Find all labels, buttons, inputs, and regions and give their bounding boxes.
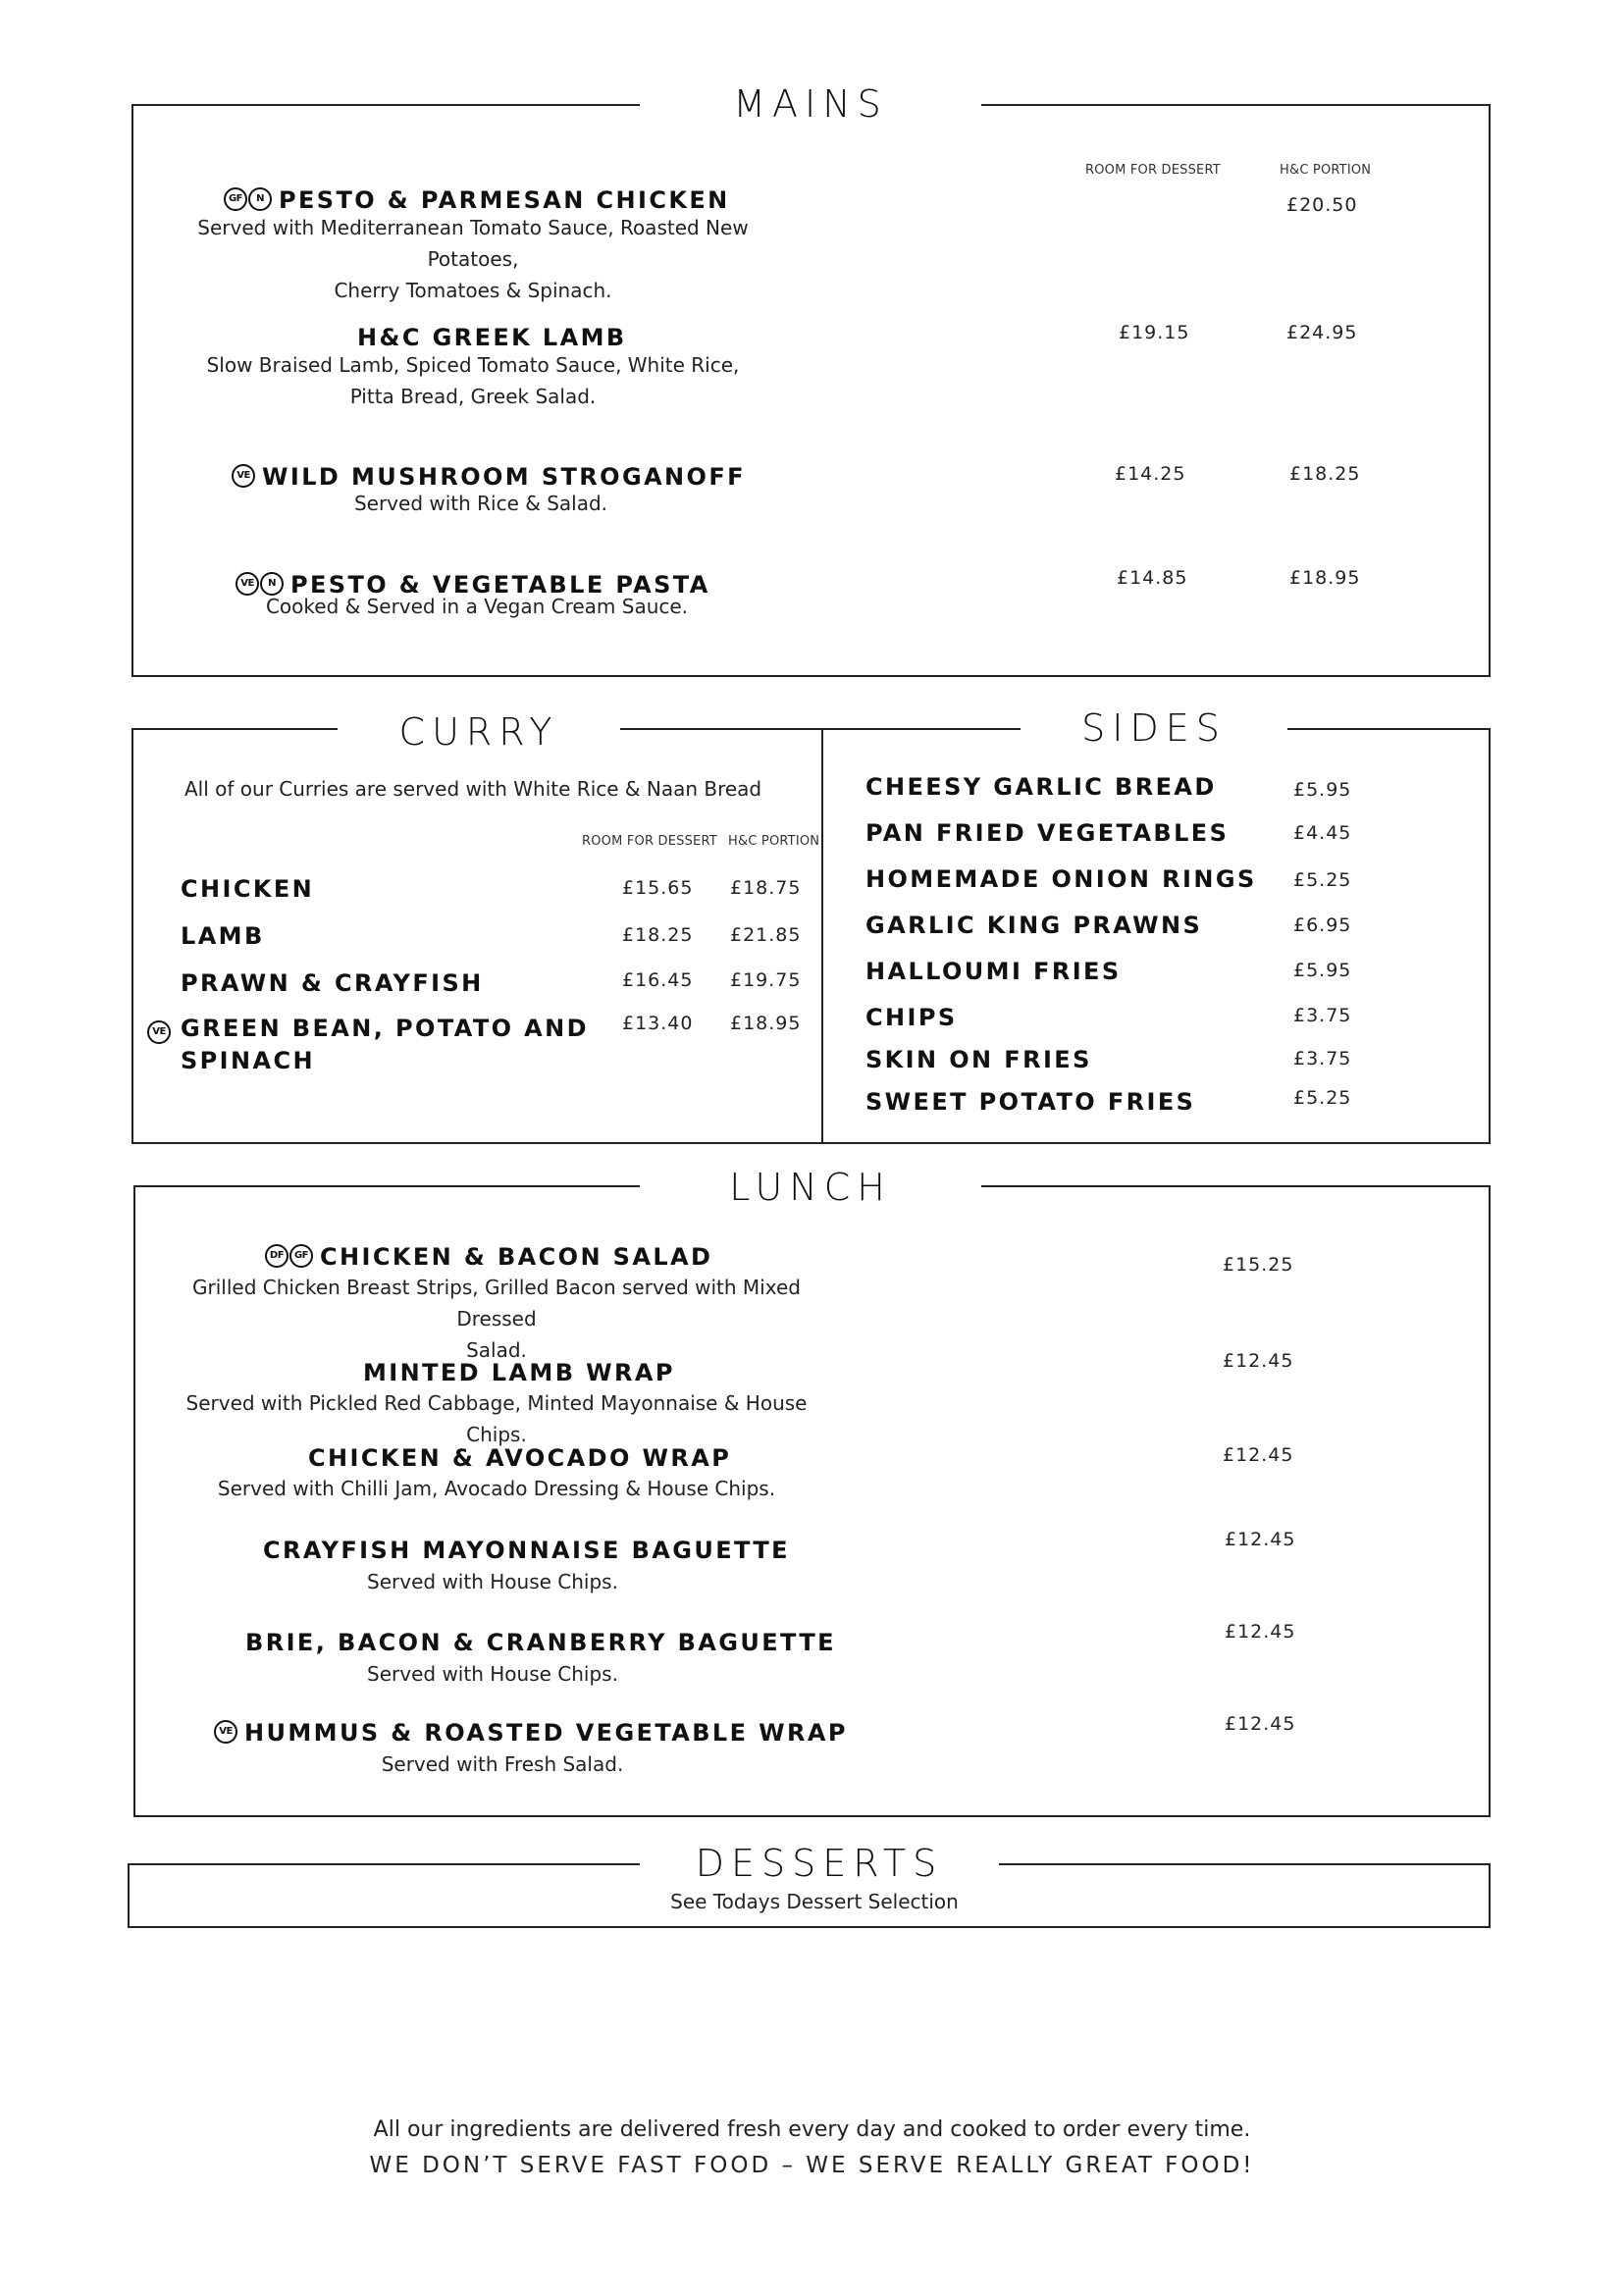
desc-line: Served with House Chips. [367, 1570, 618, 1593]
mains-price-room: £19.15 [1119, 322, 1190, 343]
curry-price-hc: £21.85 [730, 924, 802, 946]
footer-line-1: All our ingredients are delivered fresh every day and cooked to order every time. [373, 2117, 1251, 2142]
lunch-item-name: CHICKEN & AVOCADO WRAP [308, 1444, 732, 1472]
curry-title: CURRY [338, 710, 620, 754]
mains-item-desc [179, 349, 767, 412]
mains-title: MAINS [640, 82, 981, 126]
sides-item-name: HOMEMADE ONION RINGS [865, 865, 1257, 893]
gluten-free-badge-icon: GF [289, 1244, 313, 1268]
curry-col-hc-portion: H&C PORTION [728, 834, 820, 849]
lunch-item-title: HUMMUS & ROASTED VEGETABLE WRAP [244, 1719, 848, 1747]
gluten-free-badge-icon: GF [224, 187, 247, 211]
lunch-price: £15.25 [1223, 1254, 1294, 1276]
mains-item-desc [251, 591, 703, 622]
curry-item-name: LAMB [181, 922, 265, 950]
desc-line: Served with Rice & Salad. [353, 492, 608, 515]
curry-price-hc: £18.75 [730, 877, 802, 899]
sides-price: £3.75 [1293, 1005, 1352, 1026]
mains-item-desc [285, 488, 677, 519]
lunch-item-name [265, 1243, 712, 1272]
lunch-price: £12.45 [1225, 1713, 1296, 1735]
mains-price-hc: £18.95 [1289, 567, 1361, 589]
mains-price-hc: £24.95 [1286, 322, 1358, 343]
desc-line: Cooked & Served in a Vegan Cream Sauce. [265, 595, 689, 618]
mains-col-room-for-dessert: ROOM FOR DESSERT [1085, 163, 1221, 178]
mains-item-name [224, 186, 730, 215]
curry-item-name: GREEN BEAN, POTATO AND [181, 1015, 589, 1042]
lunch-price: £12.45 [1223, 1350, 1294, 1372]
sides-item-name: SKIN ON FRIES [865, 1046, 1092, 1073]
mains-item-name: H&C GREEK LAMB [357, 324, 627, 351]
desc-line: Served with Fresh Salad. [381, 1752, 624, 1776]
desc-line: Served with House Chips. [367, 1662, 618, 1686]
mains-price-room: £14.85 [1117, 567, 1188, 589]
desc-line: Served with Chilli Jam, Avocado Dressing & House Chips. [217, 1477, 776, 1500]
desc-line: Served with Pickled Red Cabbage, Minted Mayonnaise & House Chips. [185, 1391, 808, 1446]
sides-item-name: SWEET POTATO FRIES [865, 1088, 1196, 1116]
lunch-item-desc [326, 1566, 659, 1597]
sides-price: £5.95 [1293, 779, 1352, 801]
mains-col-hc-portion: H&C PORTION [1280, 163, 1372, 178]
sides-item-name: HALLOUMI FRIES [865, 958, 1122, 985]
desc-line: Served with Mediterranean Tomato Sauce, Roasted New Potatoes, [197, 216, 749, 271]
sides-price: £5.25 [1293, 869, 1352, 891]
sides-price: £5.95 [1293, 960, 1352, 981]
lunch-item-name [214, 1719, 848, 1748]
lunch-item-desc [153, 1387, 840, 1450]
mains-item-desc [149, 212, 797, 306]
sides-item-name: GARLIC KING PRAWNS [865, 912, 1203, 939]
curry-item-name: PRAWN & CRAYFISH [181, 969, 484, 997]
curry-price-room: £18.25 [622, 924, 694, 946]
nuts-badge-icon: N [260, 572, 284, 596]
lunch-price: £12.45 [1225, 1529, 1296, 1550]
dairy-free-badge-icon: DF [265, 1244, 288, 1268]
desc-line: Cherry Tomatoes & Spinach. [334, 279, 612, 302]
vegan-badge-icon: VE [232, 464, 255, 488]
sides-price: £4.45 [1293, 822, 1352, 844]
sides-price: £6.95 [1293, 914, 1352, 936]
dietary-badges [265, 1244, 314, 1272]
desc-line: Pitta Bread, Greek Salad. [349, 385, 597, 408]
lunch-item-name: MINTED LAMB WRAP [363, 1359, 675, 1386]
mains-price-hc: £20.50 [1286, 194, 1358, 216]
mains-price-hc: £18.25 [1289, 463, 1361, 485]
lunch-item-desc [202, 1473, 791, 1504]
sides-title: SIDES [1021, 706, 1287, 750]
curry-price-room: £13.40 [622, 1013, 694, 1034]
sides-price: £5.25 [1293, 1087, 1352, 1109]
lunch-item-name: BRIE, BACON & CRANBERRY BAGUETTE [245, 1629, 836, 1656]
curry-item-name: CHICKEN [181, 875, 315, 903]
lunch-item-title: CHICKEN & BACON SALAD [320, 1243, 713, 1271]
mains-item-title: PESTO & VEGETABLE PASTA [290, 571, 710, 599]
curry-col-room-for-dessert: ROOM FOR DESSERT [582, 834, 717, 849]
lunch-item-desc [153, 1272, 840, 1366]
curry-price-room: £15.65 [622, 877, 694, 899]
vegan-badge-icon: VE [214, 1720, 237, 1744]
dietary-badges [214, 1720, 238, 1748]
curry-sides-divider [821, 728, 823, 1144]
lunch-item-desc [336, 1748, 669, 1780]
lunch-item-desc [326, 1658, 659, 1690]
dietary-badges [224, 187, 273, 215]
lunch-price: £12.45 [1225, 1621, 1296, 1643]
desc-line: Salad. [466, 1338, 527, 1362]
mains-item-title: WILD MUSHROOM STROGANOFF [262, 463, 746, 491]
vegan-badge-icon: VE [147, 1020, 171, 1044]
desserts-title: DESSERTS [640, 1842, 999, 1885]
sides-price: £3.75 [1293, 1048, 1352, 1070]
sides-item-name: CHEESY GARLIC BREAD [865, 773, 1217, 801]
sides-item-name: PAN FRIED VEGETABLES [865, 819, 1230, 847]
footer-tagline: WE DON’T SERVE FAST FOOD – WE SERVE REALLY GREAT FOOD! [369, 2153, 1255, 2178]
lunch-item-name: CRAYFISH MAYONNAISE BAGUETTE [263, 1537, 790, 1564]
dietary-badges [232, 464, 256, 492]
mains-price-room: £14.25 [1115, 463, 1186, 485]
curry-price-room: £16.45 [622, 969, 694, 991]
desserts-note: See Todays Dessert Selection [670, 1890, 959, 1913]
sides-item-name: CHIPS [865, 1004, 958, 1031]
curry-note: All of our Curries are served with White Rice & Naan Bread [184, 777, 762, 801]
desc-line: Grilled Chicken Breast Strips, Grilled Bacon served with Mixed Dressed [192, 1276, 801, 1331]
vegan-badge-icon: VE [236, 572, 259, 596]
mains-item-title: PESTO & PARMESAN CHICKEN [279, 186, 730, 214]
lunch-price: £12.45 [1223, 1444, 1294, 1466]
curry-price-hc: £18.95 [730, 1013, 802, 1034]
lunch-title: LUNCH [640, 1166, 981, 1209]
nuts-badge-icon: N [248, 187, 272, 211]
curry-price-hc: £19.75 [730, 969, 802, 991]
curry-item-name-line2: SPINACH [181, 1047, 315, 1074]
desc-line: Slow Braised Lamb, Spiced Tomato Sauce, White Rice, [206, 353, 740, 377]
